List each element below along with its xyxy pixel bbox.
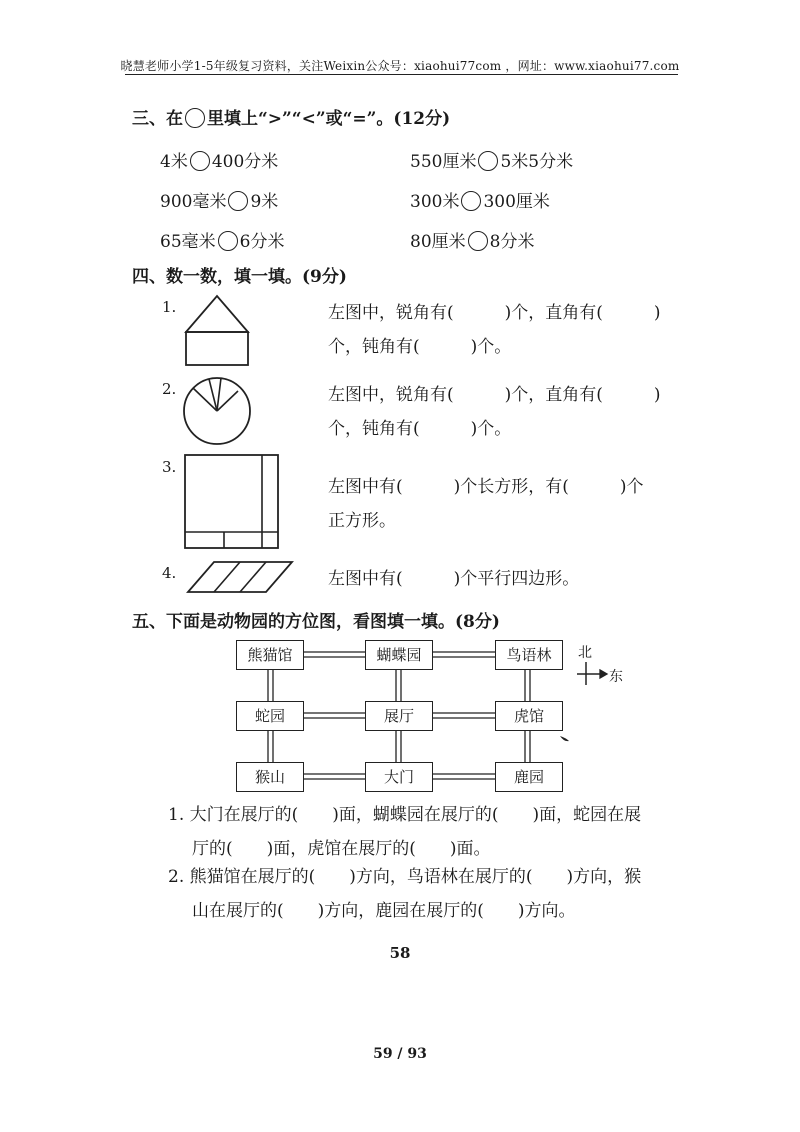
- problem-line: 个，钝角有( )个。: [328, 419, 512, 439]
- problem-line: 左图中有( )个平行四边形。: [328, 569, 580, 589]
- compare-right-value: 300厘米: [483, 192, 550, 212]
- compare-row-2-right: [410, 187, 550, 212]
- problem-1-text: [328, 296, 661, 364]
- problem-line: 正方形。: [328, 511, 396, 531]
- section3-title-post: 里填上“>”“<”或“=”。(12分): [207, 109, 451, 129]
- map-box-tiger: 虎馆: [495, 701, 563, 731]
- compass-north-label: 北: [578, 645, 592, 661]
- map-box-butterfly: 蝴蝶园: [365, 640, 433, 670]
- header-divider: [125, 74, 678, 75]
- section4-title: 四、数一数，填一填。(9分): [132, 267, 347, 287]
- answer-circle[interactable]: [228, 191, 248, 211]
- problem-4-text: [328, 562, 579, 596]
- question-2: [168, 860, 641, 928]
- question-line: 1. 大门在展厅的( )面，蝴蝶园在展厅的( )面，蛇园在展: [168, 805, 642, 825]
- circle-icon: [185, 108, 205, 128]
- house-shape-figure: [180, 292, 260, 370]
- compass-east-label: 东: [609, 669, 623, 685]
- problem-number: 1.: [162, 298, 177, 316]
- question-line: 厅的( )面，虎馆在展厅的( )面。: [192, 839, 491, 859]
- problem-number: 2.: [162, 380, 177, 398]
- map-box-exhibition: 展厅: [365, 701, 433, 731]
- answer-circle[interactable]: [478, 151, 498, 171]
- compare-right-value: 400分米: [211, 152, 279, 172]
- answer-circle[interactable]: [190, 151, 210, 171]
- question-line: 山在展厅的( )方向，鹿园在展厅的( )方向。: [192, 901, 576, 921]
- question-line: 2. 熊猫馆在展厅的( )方向，鸟语林在展厅的( )方向，猴: [168, 867, 642, 887]
- section5-title: 五、下面是动物园的方位图，看图填一填。(8分): [132, 612, 500, 632]
- compare-right-value: 5米5分米: [500, 152, 574, 172]
- compare-row-3-right: [410, 227, 534, 252]
- map-box-bird-forest: 鸟语林: [495, 640, 563, 670]
- page-number: 58: [389, 944, 411, 962]
- circle-angles-figure: [180, 374, 256, 448]
- map-box-monkey: 猴山: [236, 762, 304, 792]
- map-box-gate: 大门: [365, 762, 433, 792]
- problem-line: 左图中，锐角有( )个，直角有( ): [328, 385, 661, 405]
- map-box-panda: 熊猫馆: [236, 640, 304, 670]
- parallelograms-figure: [184, 558, 296, 598]
- compare-left-value: 4米: [160, 152, 188, 172]
- answer-circle[interactable]: [461, 191, 481, 211]
- problem-line: 左图中有( )个长方形，有( )个: [328, 477, 644, 497]
- problem-3-text: [328, 470, 644, 538]
- compare-left-value: 300米: [410, 192, 460, 212]
- rectangles-figure: [182, 452, 282, 552]
- section3-title-pre: 三、在: [132, 109, 183, 129]
- ink-mark: [560, 736, 569, 741]
- problem-number: 4.: [162, 564, 177, 582]
- map-box-deer: 鹿园: [495, 762, 563, 792]
- compare-left-value: 80厘米: [410, 232, 466, 252]
- compare-left-value: 65毫米: [160, 232, 216, 252]
- compare-right-value: 8分米: [489, 232, 535, 252]
- section3-title: [132, 104, 450, 129]
- compare-row-1-left: [160, 147, 278, 172]
- answer-circle[interactable]: [218, 231, 238, 251]
- compare-left-value: 550厘米: [410, 152, 477, 172]
- question-1: [168, 798, 641, 866]
- compare-row-3-left: [160, 227, 284, 252]
- compare-right-value: 6分米: [239, 232, 285, 252]
- problem-number: 3.: [162, 458, 177, 476]
- problem-line: 个，钝角有( )个。: [328, 337, 512, 357]
- compare-left-value: 900毫米: [160, 192, 227, 212]
- pagination-indicator: 59 / 93: [373, 1046, 427, 1062]
- problem-line: 左图中，锐角有( )个，直角有( ): [328, 303, 661, 323]
- map-box-snake: 蛇园: [236, 701, 304, 731]
- page-header: 晓慧老师小学1-5年级复习资料，关注Weixin公众号：xiaohui77com ，网址：www.xiaohui77.com: [120, 59, 680, 73]
- compare-row-1-right: [410, 147, 573, 172]
- compare-right-value: 9米: [250, 192, 279, 212]
- problem-2-text: [328, 378, 661, 446]
- compare-row-2-left: [160, 187, 278, 212]
- answer-circle[interactable]: [468, 231, 488, 251]
